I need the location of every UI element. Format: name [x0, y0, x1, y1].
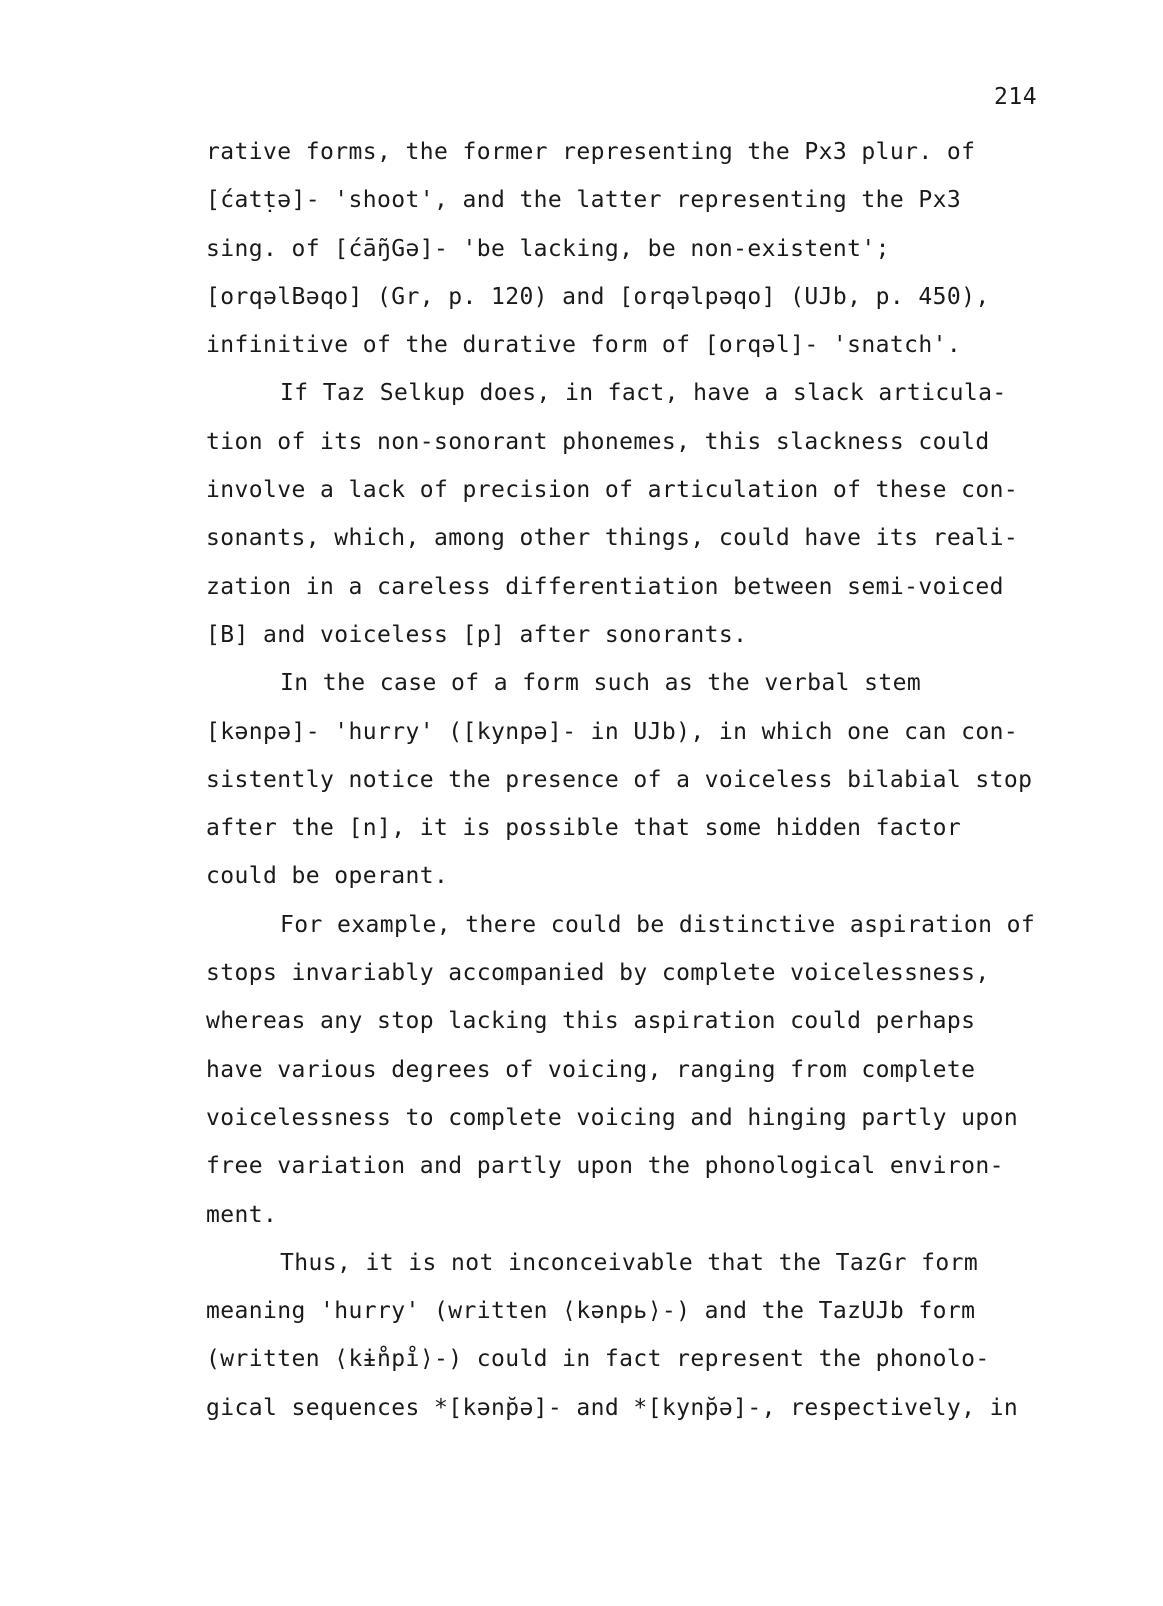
- text-line: sistently notice the presence of a voiceless bilabial stop: [206, 766, 1033, 793]
- text-line: [orqəlBəqo] (Gr, p. 120) and [orqəlpəqo] (UJb, p. 450),: [206, 283, 990, 310]
- text-line: stops invariably accompanied by complete voicelessness,: [206, 960, 990, 987]
- text-line: ment.: [206, 1201, 278, 1228]
- paragraph-start-line: If Taz Selkup does, in fact, have a slack articula-: [280, 380, 1007, 407]
- text-line: infinitive of the durative form of [orqəl]- 'snatch'.: [206, 332, 962, 359]
- paragraph-start-line: Thus, it is not inconceivable that the TazGr form: [280, 1249, 979, 1276]
- paragraph-start-line: For example, there could be distinctive aspiration of: [280, 911, 1036, 938]
- text-line: could be operant.: [206, 863, 449, 890]
- text-line: gical sequences *[kənp̆ə]- and *[kynp̆ə]-, respectively, in: [206, 1394, 1019, 1421]
- text-line: meaning 'hurry' (written ⟨kənpь⟩-) and the TazUJb form: [206, 1298, 976, 1325]
- text-line: after the [n], it is possible that some hidden factor: [206, 815, 962, 842]
- text-line: zation in a careless differentiation between semi-voiced: [206, 573, 1004, 600]
- text-line: have various degrees of voicing, ranging from complete: [206, 1056, 976, 1083]
- text-line: involve a lack of precision of articulation of these con-: [206, 477, 1019, 504]
- page-number: 214: [994, 84, 1038, 110]
- text-line: [ćatṭə]- 'shoot', and the latter representing the Px3: [206, 187, 962, 214]
- text-line: rative forms, the former representing the Px3 plur. of: [206, 139, 976, 165]
- text-line: tion of its non-sonorant phonemes, this slackness could: [206, 428, 990, 455]
- text-line: sing. of [ćā̃ŋGə]- 'be lacking, be non-existent';: [206, 235, 890, 262]
- paragraph-start-line: In the case of a form such as the verbal stem: [280, 670, 922, 697]
- text-line: [B] and voiceless [p] after sonorants.: [206, 621, 748, 648]
- text-line: whereas any stop lacking this aspiration could perhaps: [206, 1008, 976, 1035]
- text-line: sonants, which, among other things, could have its reali-: [206, 525, 1019, 552]
- text-line: free variation and partly upon the phonological environ-: [206, 1153, 1004, 1180]
- text-line: voicelessness to complete voicing and hinging partly upon: [206, 1104, 1019, 1131]
- body-text: [206, 128, 1086, 1432]
- text-line: (written ⟨kɨ̊npı̊⟩-) could in fact represent the phonolo-: [206, 1346, 990, 1373]
- text-line: [kənpə]- 'hurry' ([kynpə]- in UJb), in which one can con-: [206, 718, 1019, 745]
